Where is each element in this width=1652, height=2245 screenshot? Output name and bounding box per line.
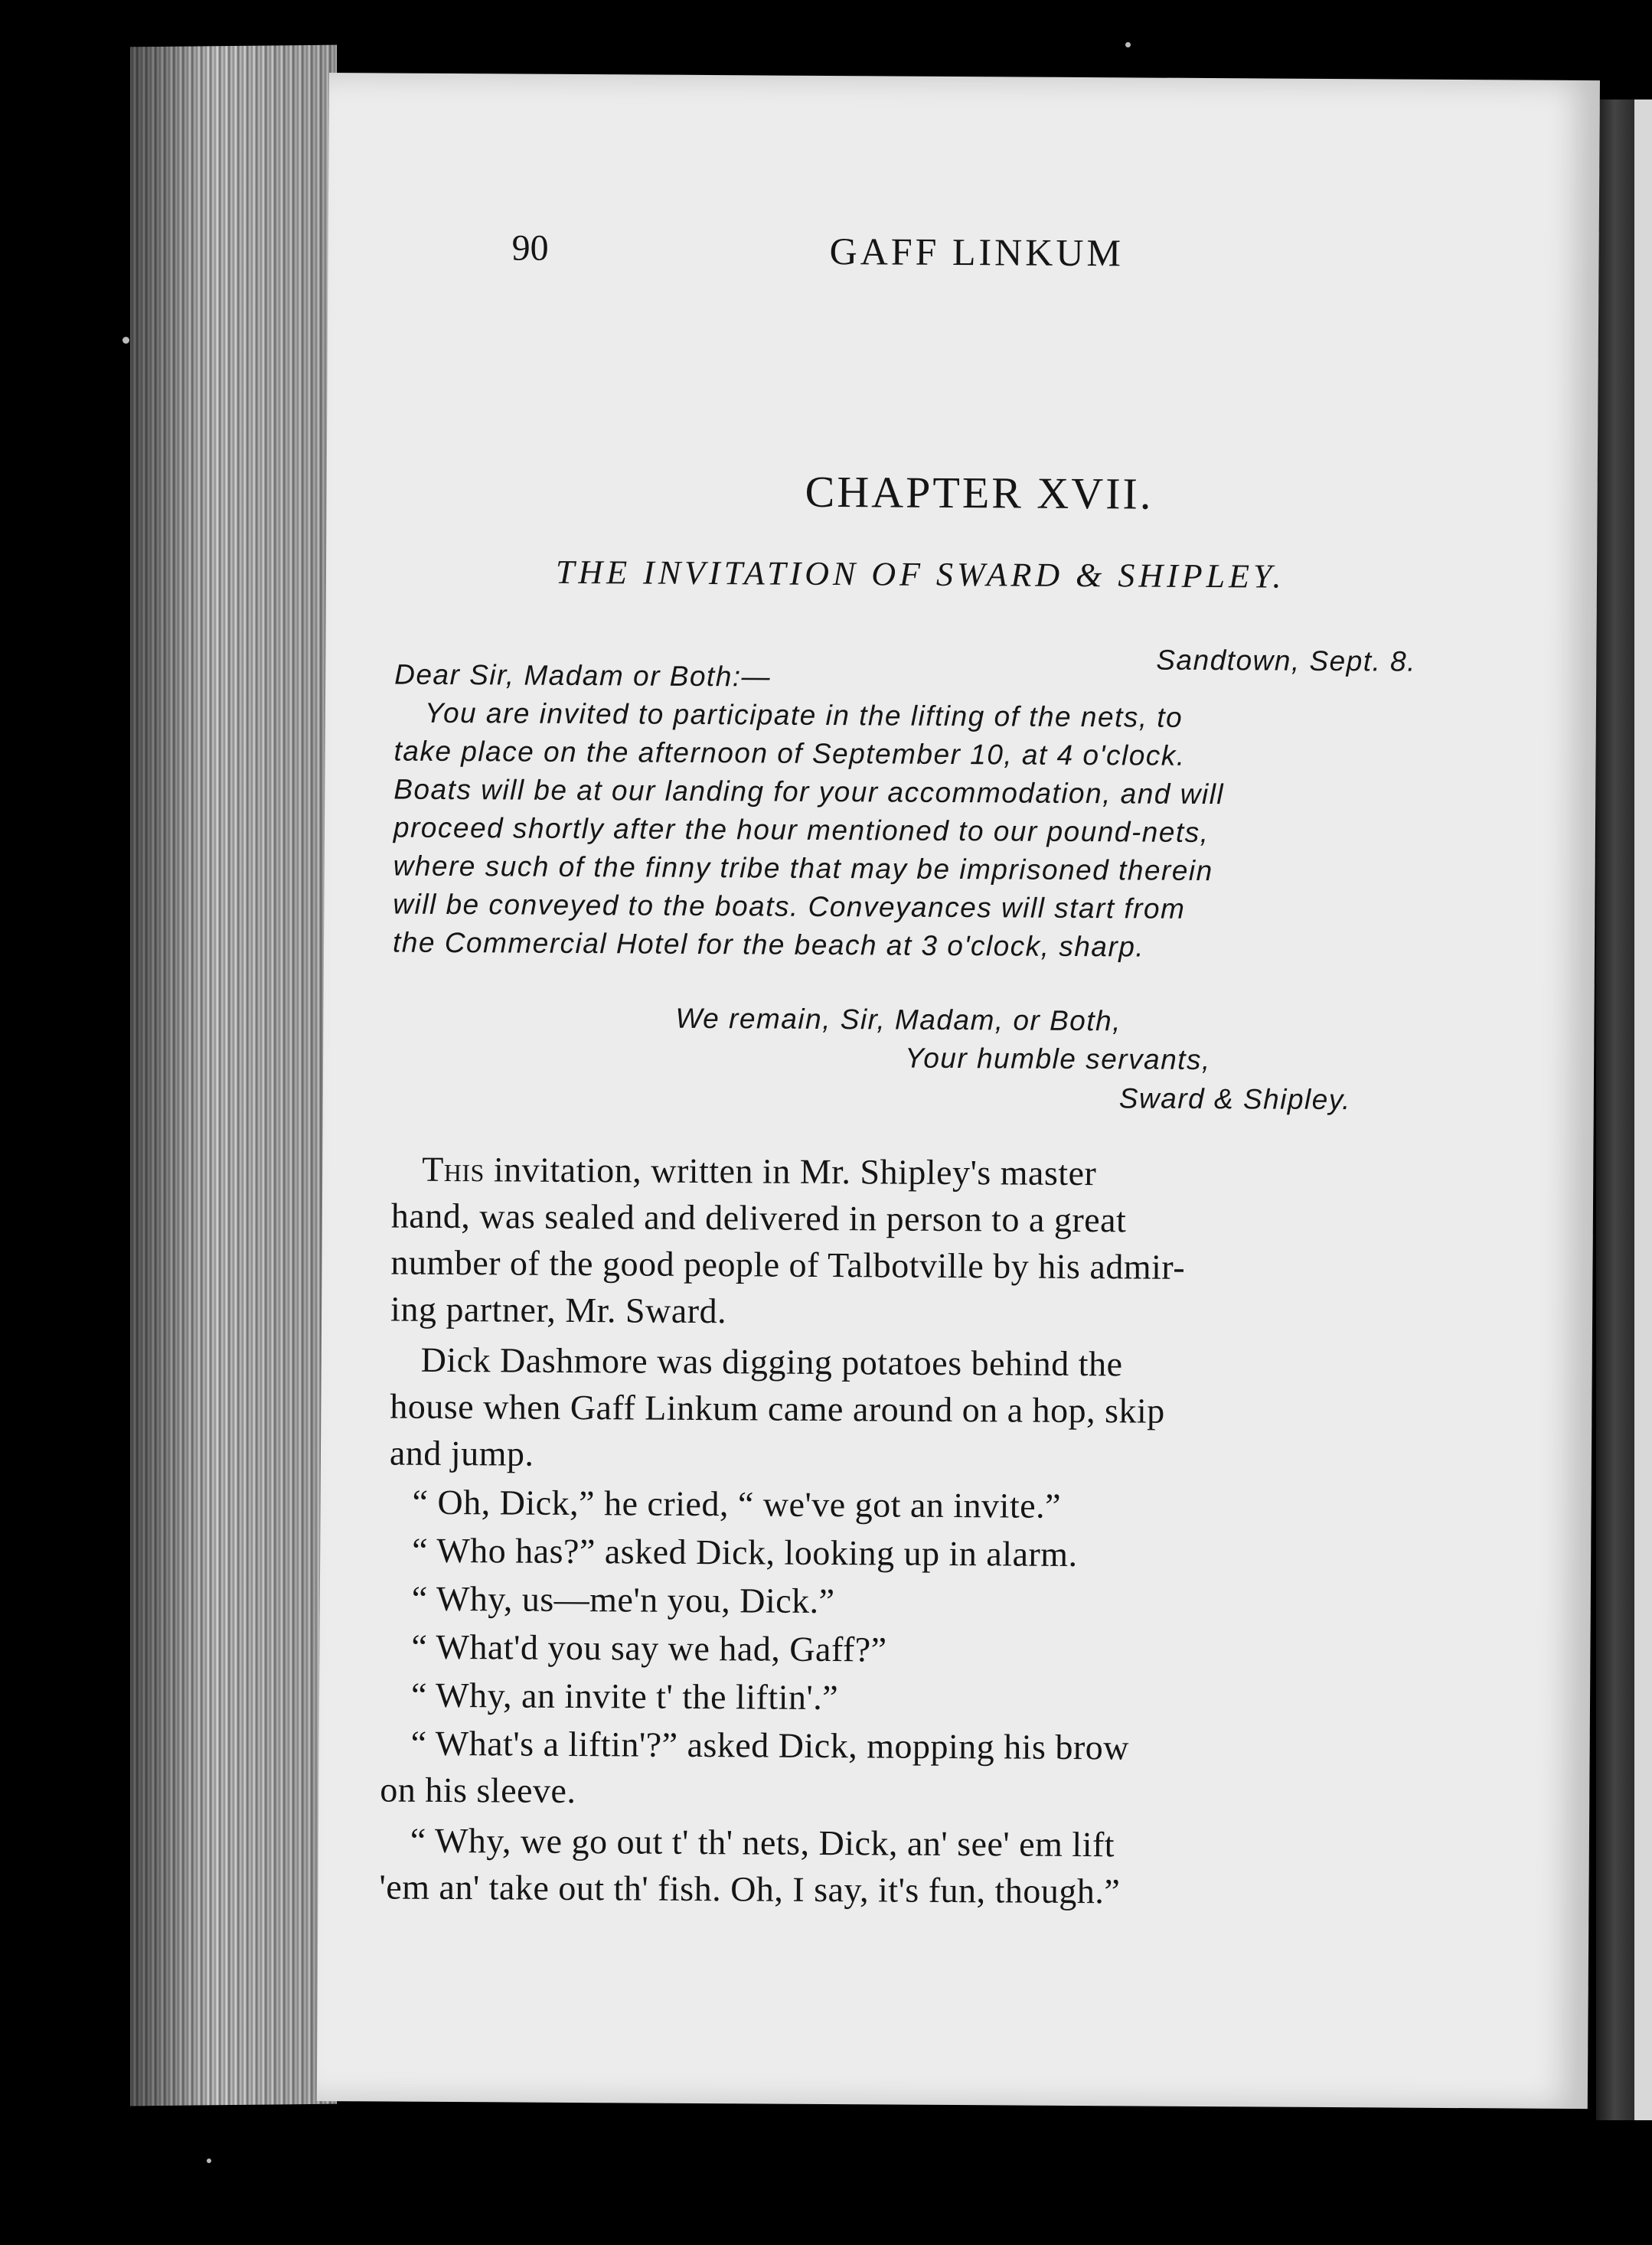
chapter-heading: CHAPTER XVII. <box>805 466 1154 519</box>
facing-page-edge <box>1634 100 1652 2120</box>
book-page <box>317 73 1600 2109</box>
dialogue-line: “ Who has?” asked Dick, looking up in alarm. <box>412 1530 1078 1574</box>
body-line: Dick Dashmore was digging potatoes behind the <box>420 1339 1123 1384</box>
letter-date: Sandtown, Sept. 8. <box>1156 644 1417 677</box>
dialogue-line: on his sleeve. <box>380 1770 576 1811</box>
scan-speck <box>1125 42 1131 47</box>
dialogue-line: “ What'd you say we had, Gaff?” <box>411 1627 887 1669</box>
chapter-subtitle: THE INVITATION OF SWARD & SHIPLEY. <box>555 553 1285 596</box>
dialogue-line: “ What's a liftin'?” asked Dick, mopping his brow <box>410 1723 1130 1767</box>
letter-signature: Sward & Shipley. <box>1118 1082 1351 1116</box>
letter-line: where such of the finny tribe that may be imprisoned therein <box>393 850 1213 887</box>
dialogue-line: “ Oh, Dick,” he cried, “ we've got an invite.” <box>412 1482 1062 1525</box>
body-line: hand, was sealed and delivered in person to a great <box>390 1196 1127 1240</box>
dialogue-line: “ Why, we go out t' th' nets, Dick, an' see' em lift <box>410 1820 1115 1865</box>
letter-salutation: Dear Sir, Madam or Both:— <box>394 658 772 693</box>
body-line: ing partner, Mr. Sward. <box>390 1289 727 1331</box>
scan-speck <box>207 2159 211 2163</box>
body-line <box>422 1149 1096 1193</box>
letter-line: take place on the afternoon of September 10, at 4 o'clock. <box>393 735 1186 772</box>
letter-line: the Commercial Hotel for the beach at 3 o'clock, sharp. <box>392 926 1145 963</box>
letter-closing: We remain, Sir, Madam, or Both, <box>675 1002 1122 1037</box>
body-line-text: invitation, written in Mr. Shipley's master <box>484 1150 1097 1193</box>
letter-line: Boats will be at our landing for your accommodation, and will <box>393 773 1225 811</box>
letter-closing: Your humble servants, <box>905 1042 1211 1076</box>
body-line: house when Gaff Linkum came around on a hop, skip <box>390 1386 1165 1431</box>
running-title: GAFF LINKUM <box>829 229 1125 275</box>
body-line: and jump. <box>389 1433 534 1473</box>
letter-line: proceed shortly after the hour mentioned to our pound-nets, <box>393 811 1210 849</box>
dialogue-line: “ Why, an invite t' the liftin'.” <box>410 1675 839 1718</box>
dialogue-line: “ Why, us—me'n you, Dick.” <box>411 1578 835 1621</box>
lead-word: This <box>422 1149 485 1189</box>
scan-speck <box>122 337 129 344</box>
dialogue-line: 'em an' take out th' fish. Oh, I say, it's fun, though.” <box>379 1867 1121 1911</box>
body-line: number of the good people of Talbotville by his admir- <box>390 1242 1186 1287</box>
letter-line: You are invited to participate in the lifting of the nets, to <box>424 697 1183 733</box>
page-edge-shadow <box>130 45 337 2106</box>
page-number: 90 <box>511 227 549 269</box>
letter-line: will be conveyed to the boats. Conveyances will start from <box>393 888 1186 925</box>
